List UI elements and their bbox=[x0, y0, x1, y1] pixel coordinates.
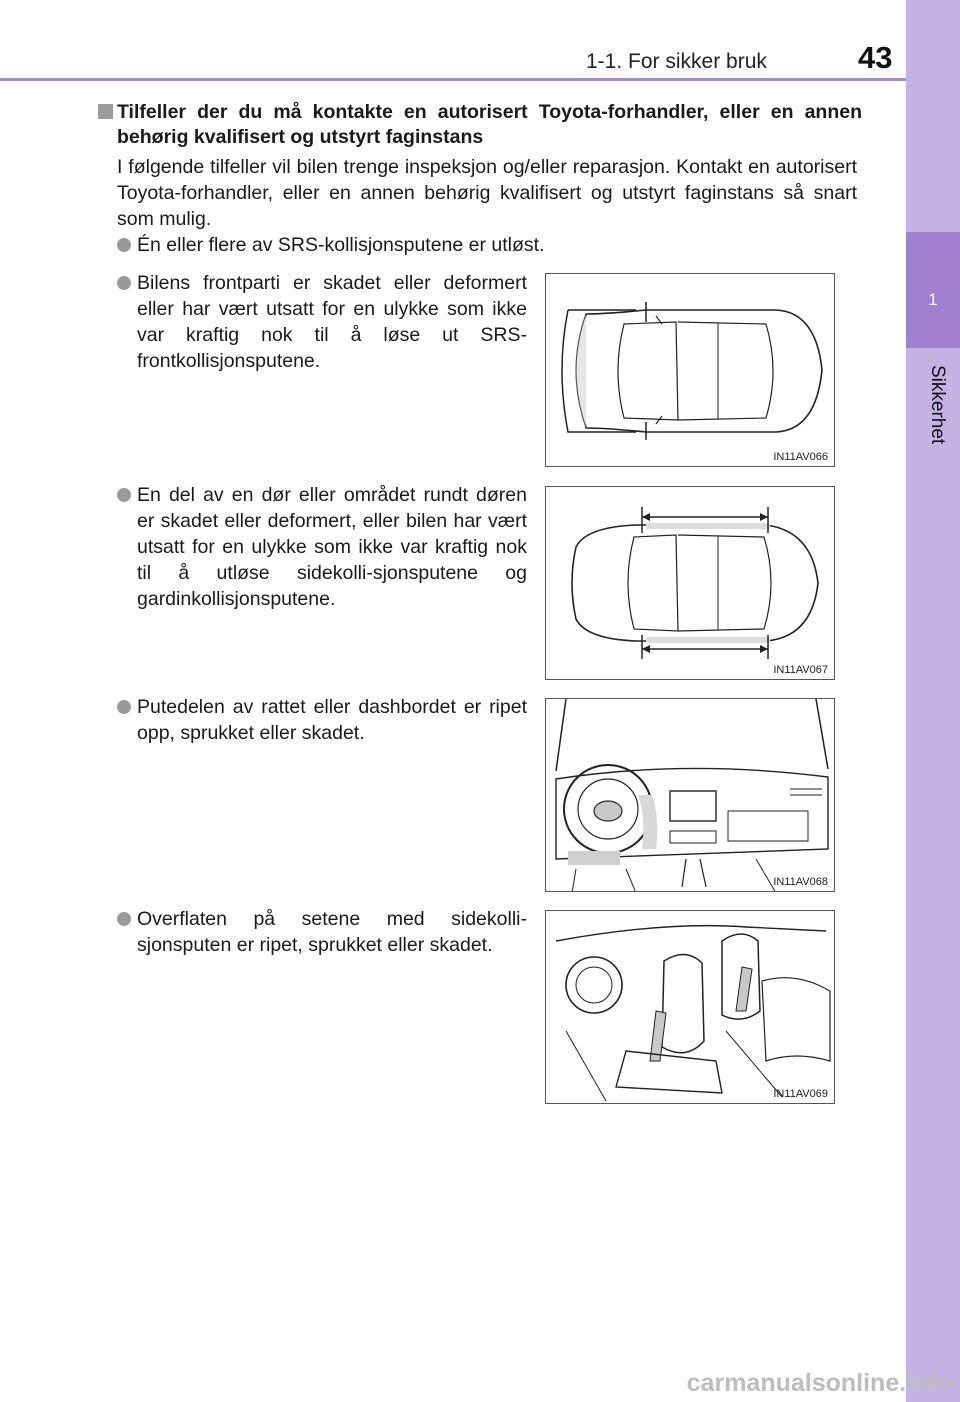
list-item-text: Én eller flere av SRS-kollisjonsputene er utløst. bbox=[137, 234, 545, 256]
chapter-side-tab bbox=[906, 0, 960, 1402]
list-item bbox=[117, 906, 527, 958]
car-top-view-front-illustration bbox=[546, 274, 835, 467]
seats-illustration bbox=[546, 911, 835, 1104]
dashboard-illustration bbox=[546, 699, 835, 892]
circle-bullet-icon bbox=[117, 488, 131, 502]
list-item-text: Overflaten på setene med sidekolli-sjonsputen er ripet, sprukket eller skadet. bbox=[137, 908, 527, 956]
heading-text: Tilfeller der du må kontakte en autorisert Toyota-forhandler, eller en annen behørig kvalifisert og utstyrt faginstans bbox=[117, 101, 862, 148]
figure-front-damage bbox=[545, 273, 835, 467]
list-item-text: Bilens frontparti er skadet eller deformert eller har vært utsatt for en ulykke som ikke var kraftig nok til å løse ut SRS-frontkollisjonsputene. bbox=[137, 272, 527, 372]
figure-dashboard bbox=[545, 698, 835, 892]
circle-bullet-icon bbox=[117, 238, 131, 252]
figure-seats bbox=[545, 910, 835, 1104]
chapter-number: 1 bbox=[928, 290, 938, 309]
intro-paragraph: I følgende tilfeller vil bilen trenge inspeksjon og/eller reparasjon. Kontakt en autorisert Toyota-forhandler, eller en annen behørig kvalifisert og utstyrt faginstans så snart som mulig. bbox=[117, 156, 857, 230]
circle-bullet-icon bbox=[117, 276, 131, 290]
figure-code: IN11AV067 bbox=[773, 664, 828, 676]
footer-watermark[interactable]: carmanualsonline.info bbox=[686, 1369, 952, 1397]
figure-code: IN11AV066 bbox=[773, 451, 828, 463]
figure-code: IN11AV069 bbox=[773, 1088, 828, 1100]
page-number: 43 bbox=[858, 40, 893, 75]
header-rule bbox=[0, 78, 906, 81]
list-item bbox=[117, 232, 877, 258]
figure-side-damage bbox=[545, 486, 835, 680]
figure-code: IN11AV068 bbox=[773, 876, 828, 888]
list-item bbox=[117, 270, 527, 374]
section-heading bbox=[98, 100, 862, 150]
circle-bullet-icon bbox=[117, 700, 131, 714]
chapter-label: Sikkerhet bbox=[927, 365, 948, 445]
list-item bbox=[117, 482, 527, 612]
list-item-text: Putedelen av rattet eller dashbordet er ripet opp, sprukket eller skadet. bbox=[137, 696, 527, 744]
car-top-view-side-illustration bbox=[546, 487, 835, 680]
square-bullet-icon bbox=[98, 104, 113, 119]
section-title: 1-1. For sikker bruk bbox=[586, 50, 767, 73]
list-item-text: En del av en dør eller området rundt døren er skadet eller deformert, eller bilen har vært utsatt for en ulykke som ikke var kraftig nok til å utløse sidekolli-sjonsputene og gardinkollisjonsputene. bbox=[137, 484, 527, 610]
list-item bbox=[117, 694, 527, 746]
circle-bullet-icon bbox=[117, 912, 131, 926]
